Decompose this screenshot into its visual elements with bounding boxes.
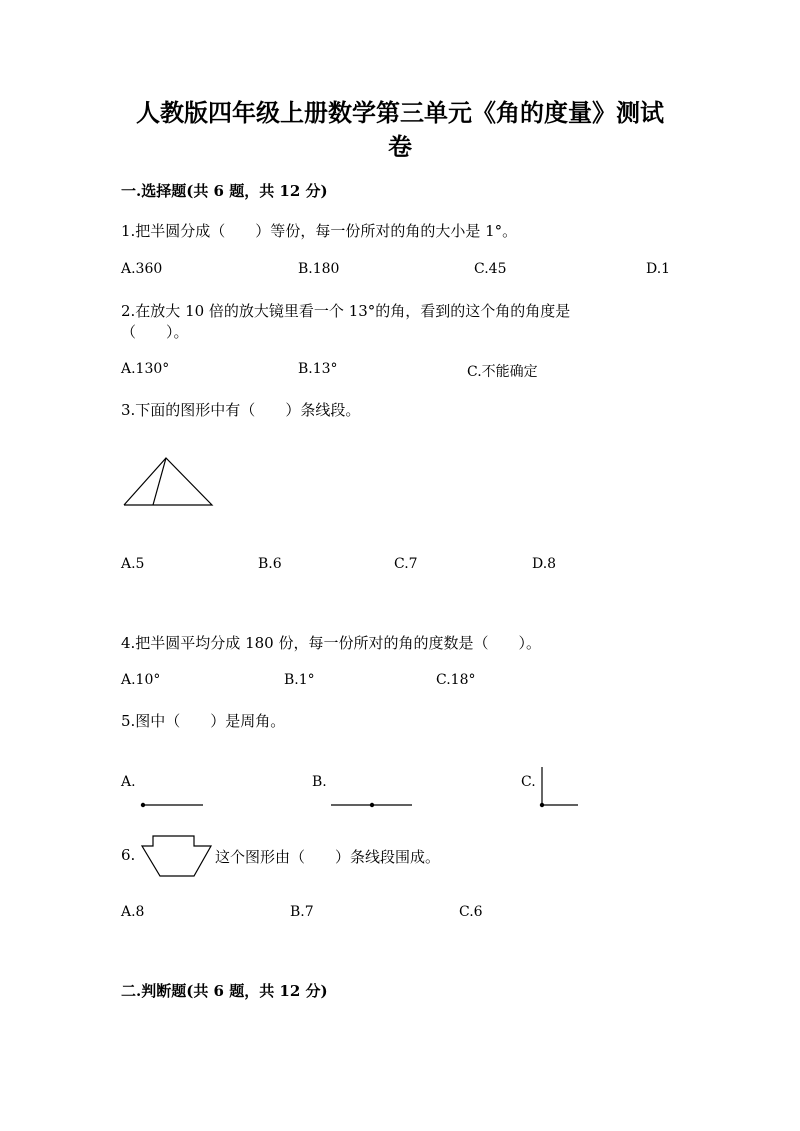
question-4-text: 4.把半圆平均分成 180 份，每一份所对的角的度数是（ ）。 bbox=[121, 634, 541, 652]
question-6-number: 6. bbox=[121, 846, 136, 864]
page-title-line1: 人教版四年级上册数学第三单元《角的度量》测试 bbox=[136, 98, 664, 127]
question-2-text-line1: 2.在放大 10 倍的放大镜里看一个 13°的角，看到的这个角的角度是 bbox=[121, 302, 571, 320]
q5-option-b: B. bbox=[312, 774, 327, 790]
q3-option-a: A.5 bbox=[121, 556, 145, 572]
q1-option-b: B.180 bbox=[298, 261, 340, 277]
q5-option-c: C. bbox=[521, 774, 536, 790]
q1-option-a: A.360 bbox=[121, 261, 163, 277]
q2-option-b: B.13° bbox=[298, 361, 338, 377]
q2-option-c: C.不能确定 bbox=[467, 364, 538, 380]
q3-option-c: C.7 bbox=[394, 556, 418, 572]
q1-option-d: D.1 bbox=[646, 261, 671, 277]
section-heading-choice: 一.选择题(共 6 题，共 12 分) bbox=[121, 182, 328, 200]
q4-option-c: C.18° bbox=[436, 672, 476, 688]
question-2-text-line2: （ ）。 bbox=[121, 323, 189, 341]
q6-option-c: C.6 bbox=[459, 904, 483, 920]
question-1-text: 1.把半圆分成（ ）等份，每一份所对的角的大小是 1°。 bbox=[121, 222, 518, 240]
section-heading-judgment: 二.判断题(共 6 题，共 12 分) bbox=[121, 982, 328, 1000]
q3-option-b: B.6 bbox=[258, 556, 282, 572]
question-3-text: 3.下面的图形中有（ ）条线段。 bbox=[121, 401, 361, 419]
q1-option-c: C.45 bbox=[474, 261, 507, 277]
q6-option-b: B.7 bbox=[290, 904, 314, 920]
q3-option-d: D.8 bbox=[532, 556, 557, 572]
question-5-text: 5.图中（ ）是周角。 bbox=[121, 712, 286, 730]
question-6-text: 这个图形由（ ）条线段围成。 bbox=[215, 848, 441, 866]
q4-option-a: A.10° bbox=[121, 672, 161, 688]
q5-option-a: A. bbox=[121, 774, 136, 790]
q6-option-a: A.8 bbox=[121, 904, 145, 920]
page-title-line2: 卷 bbox=[388, 132, 412, 161]
q2-option-a: A.130° bbox=[121, 361, 170, 377]
q4-option-b: B.1° bbox=[284, 672, 315, 688]
